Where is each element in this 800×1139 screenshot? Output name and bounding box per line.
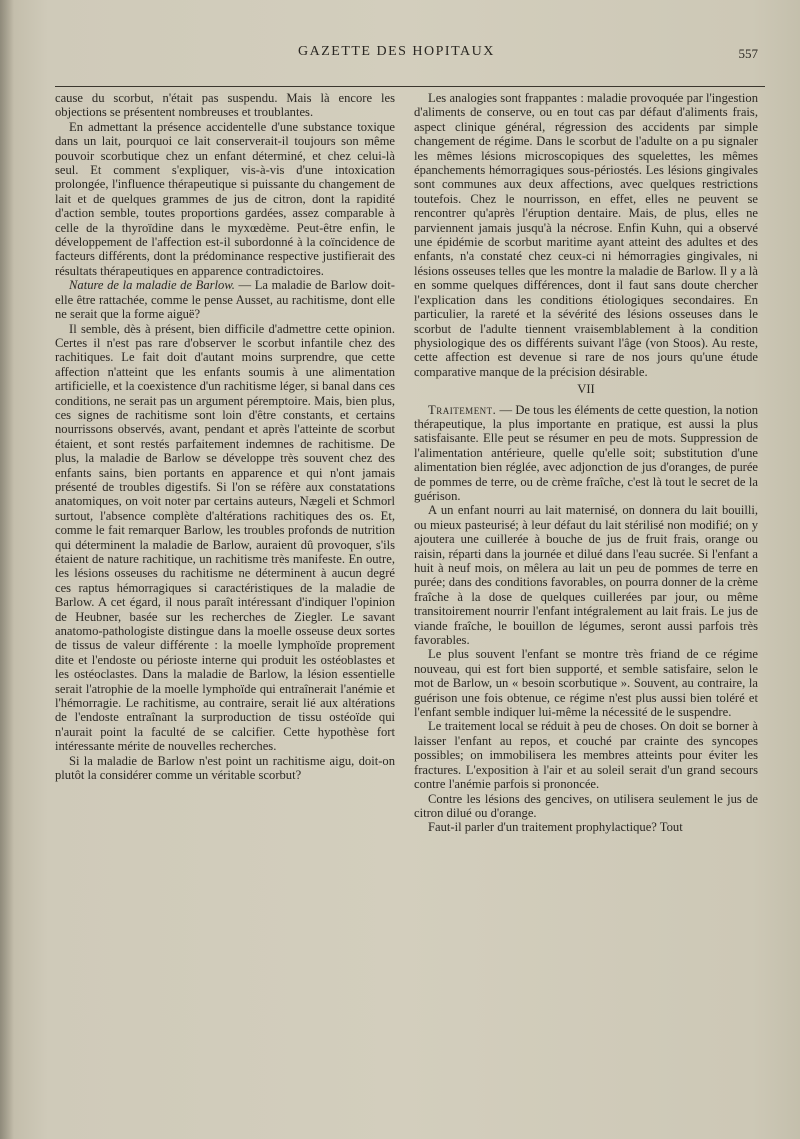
header-rule: [55, 86, 765, 87]
paragraph: A un enfant nourri au lait maternisé, on donnera du lait bouilli, ou mieux pasteurisé; à leur défaut du lait stérilisé non modifié; on y ajoutera une cuillerée à bouche de jus de fruit frais, orange ou raisin, réparti dans la journée et dilué dans l'eau sucrée. Si l'enfant a huit à neuf mois, on mêlera au lait un peu de pommes de terre en purée; dans des conditions favorables, on pourra donner de la crème fraîche à la dose de quelques cuillerées par jour, ou même transitoirement nourrir l'enfant intégralement au lait frais. Le jus de viande fraîche, le bouillon de légumes, seront aussi parfois très favorables.: [414, 503, 758, 648]
journal-title: GAZETTE DES HOPITAUX: [298, 44, 495, 59]
paragraph: Le traitement local se réduit à peu de choses. On doit se borner à laisser l'enfant au repos, et couché par crainte des syncopes possibles; on immobilisera les membres atteints pour éviter les fractures. L'exposition à l'air et au soleil serait d'un grand secours contre l'anémie parfois si prononcée.: [414, 719, 758, 792]
paragraph: [414, 403, 758, 504]
left-column: [55, 91, 395, 783]
subheading: Nature de la maladie de Barlow.: [69, 278, 235, 293]
paragraph: Le plus souvent l'enfant se montre très friand de ce régime nouveau, qui est fort bien supporté, et semble satisfaire, selon le mot de Barlow, un « besoin scorbutique ». Souvent, au contraire, la guérison une fois obtenue, ce régime n'est plus aussi bien toléré et l'enfant semble indiquer lui-même la nécessité de le suspendre.: [414, 647, 758, 720]
paragraph: Si la maladie de Barlow n'est point un rachitisme aigu, doit-on plutôt la considérer comme un véritable scorbut?: [55, 753, 395, 783]
paragraph: En admettant la présence accidentelle d'une substance toxique dans un lait, pourquoi ce lait conserverait-il toujours son même pouvoir scorbutique chez un enfant déterminé, et chez celui-là seul. Et comment s'expliquer, vis-à-vis d'une intoxication prolongée, l'influence thérapeutique si puissante du changement de lait et de quelques grammes de jus de citron, dont la rapidité d'action semble, toutes proportions gardées, assez comparable à celle de la thyroïdine dans le myxœdème. Peut-être enfin, le développement de l'affection est-il subordonné à la coïncidence de facteurs différents, dont la prédominance respective justifierait des résultats thérapeutiques en apparence contradictoires.: [55, 119, 395, 278]
section-heading: Traitement.: [428, 402, 497, 417]
paragraph: [55, 278, 395, 321]
binding-shadow: [0, 0, 14, 1139]
paragraph: cause du scorbut, n'était pas suspendu. Mais là encore les objections se présentent nombreuses et troublantes.: [55, 91, 395, 120]
right-column: [414, 91, 758, 835]
paragraph: Contre les lésions des gencives, on utilisera seulement le jus de citron dilué ou d'orange.: [414, 791, 758, 820]
paragraph: Faut-il parler d'un traitement prophylactique? Tout: [428, 820, 683, 835]
page-number: 557: [738, 46, 758, 61]
paragraph-text: — De tous les éléments de cette question, la notion thérapeutique, la plus importante en pratique, est aussi la plus satisfaisante. Elle peut se résumer en peu de mots. Suppression de l'alimentation antérieure, quelle qu'elle soit; substitution d'une alimentation bien réglée, avec adjonction de jus d'oranges, de purée de pommes de terre, ou de crème fraîche, c'est là tout le secret de la guérison.: [414, 402, 758, 503]
paragraph-text: — La maladie de Barlow doit-elle être rattachée, comme le pense Ausset, au rachitisme, dont elle ne serait que la forme aiguë?: [55, 278, 395, 322]
paragraph: Il semble, dès à présent, bien difficile d'admettre cette opinion. Certes il n'est pas rare d'observer le scorbut infantile chez des rachitiques. Le fait doit d'autant moins surprendre, que cette affection n'atteint que les enfants soumis à une alimentation artificielle, et la coexistence d'un rachitisme léger, si banal dans ces conditions, ne serait pas un argument péremptoire. Mais, bien plus, ces signes de rachitisme sont loin d'être constants, et certains nourrissons observés, avant, pendant et après l'atteinte de scorbut étaient, et sont restés parfaitement indemnes de rachitisme. De plus, la maladie de Barlow se développe très souvent chez des enfants sains, bien portants en apparence et qui n'ont jamais présenté de troubles digestifs. Si l'on se réfère aux constatations anatomiques, on voit noter par certains auteurs, Nægeli et Schmorl surtout, l'absence complète d'altérations rachitiques des os. Et, comme le fait remarquer Barlow, les troubles profonds de nutrition qui déterminent la maladie de Barlow, auraient dû provoquer, s'ils étaient de nature rachitique, un rachitisme très manifeste. En outre, les lésions osseuses du rachitisme ne déterminent à aucun degré ces raptus hémorragiques si caractéristiques de la maladie de Barlow. A cet égard, il nous paraît intéressant d'indiquer l'opinion de Heubner, basée sur les recherches de Ziegler. Le savant anatomo-pathologiste distingue dans la moelle osseuse deux sortes de tissus de valeur différente : la moelle lymphoïde proprement dite et l'endoste ou périoste interne qui produit les ostéoblastes et les ostéoclastes. Dans la maladie de Barlow, la lésion essentielle serait l'atrophie de la moelle lymphoïde qui entraînerait l'anémie et l'hémorragie. Le rachitisme, au contraire, serait lié aux altérations de l'endoste entraînant la surproduction de tissu ostéoïde qui n'aurait point la faculté de se calcifier. Cette hypothèse fort intéressante mérite de nouvelles recherches.: [55, 321, 395, 754]
paragraph: Les analogies sont frappantes : maladie provoquée par l'ingestion d'aliments de conserve, ou en tout cas par défaut d'aliments frais, aspect clinique général, régression des accidents par simple changement de régime. Dans le scorbut de l'adulte on a pu signaler les mêmes lésions microscopiques des squelettes, les mêmes épanchements hémorragiques sous-périostés. Les lésions gingivales sont communes aux deux affections, avec quelques restrictions toutefois. Chez le nourrisson, en effet, elles ne peuvent se rencontrer qu'après l'éruption dentaire. Mais, de plus, elles ne parviennent jamais jusqu'à la nécrose. Enfin Kuhn, qui a observé une épidémie de scorbut maritime ayant atteint des adultes et des enfants, n'a constaté chez ceux-ci ni hémorragies gingivales, ni lésions osseuses telles que les montre la maladie de Barlow. Il y a là en somme quelques différences, dont il faut sans doute chercher l'explication dans les conditions étiologiques secondaires. En particulier, la rareté et la sévérité des lésions osseuses dans le scorbut de l'adulte tiennent vraisemblablement à la condition physiologique des os différents suivant l'âge (von Stoos). Au reste, cette affection est devenue si rare de nos jours qu'une étude comparative manque de la précision désirable.: [414, 91, 758, 379]
section-number: VII: [577, 382, 595, 397]
page-header: [40, 44, 760, 74]
